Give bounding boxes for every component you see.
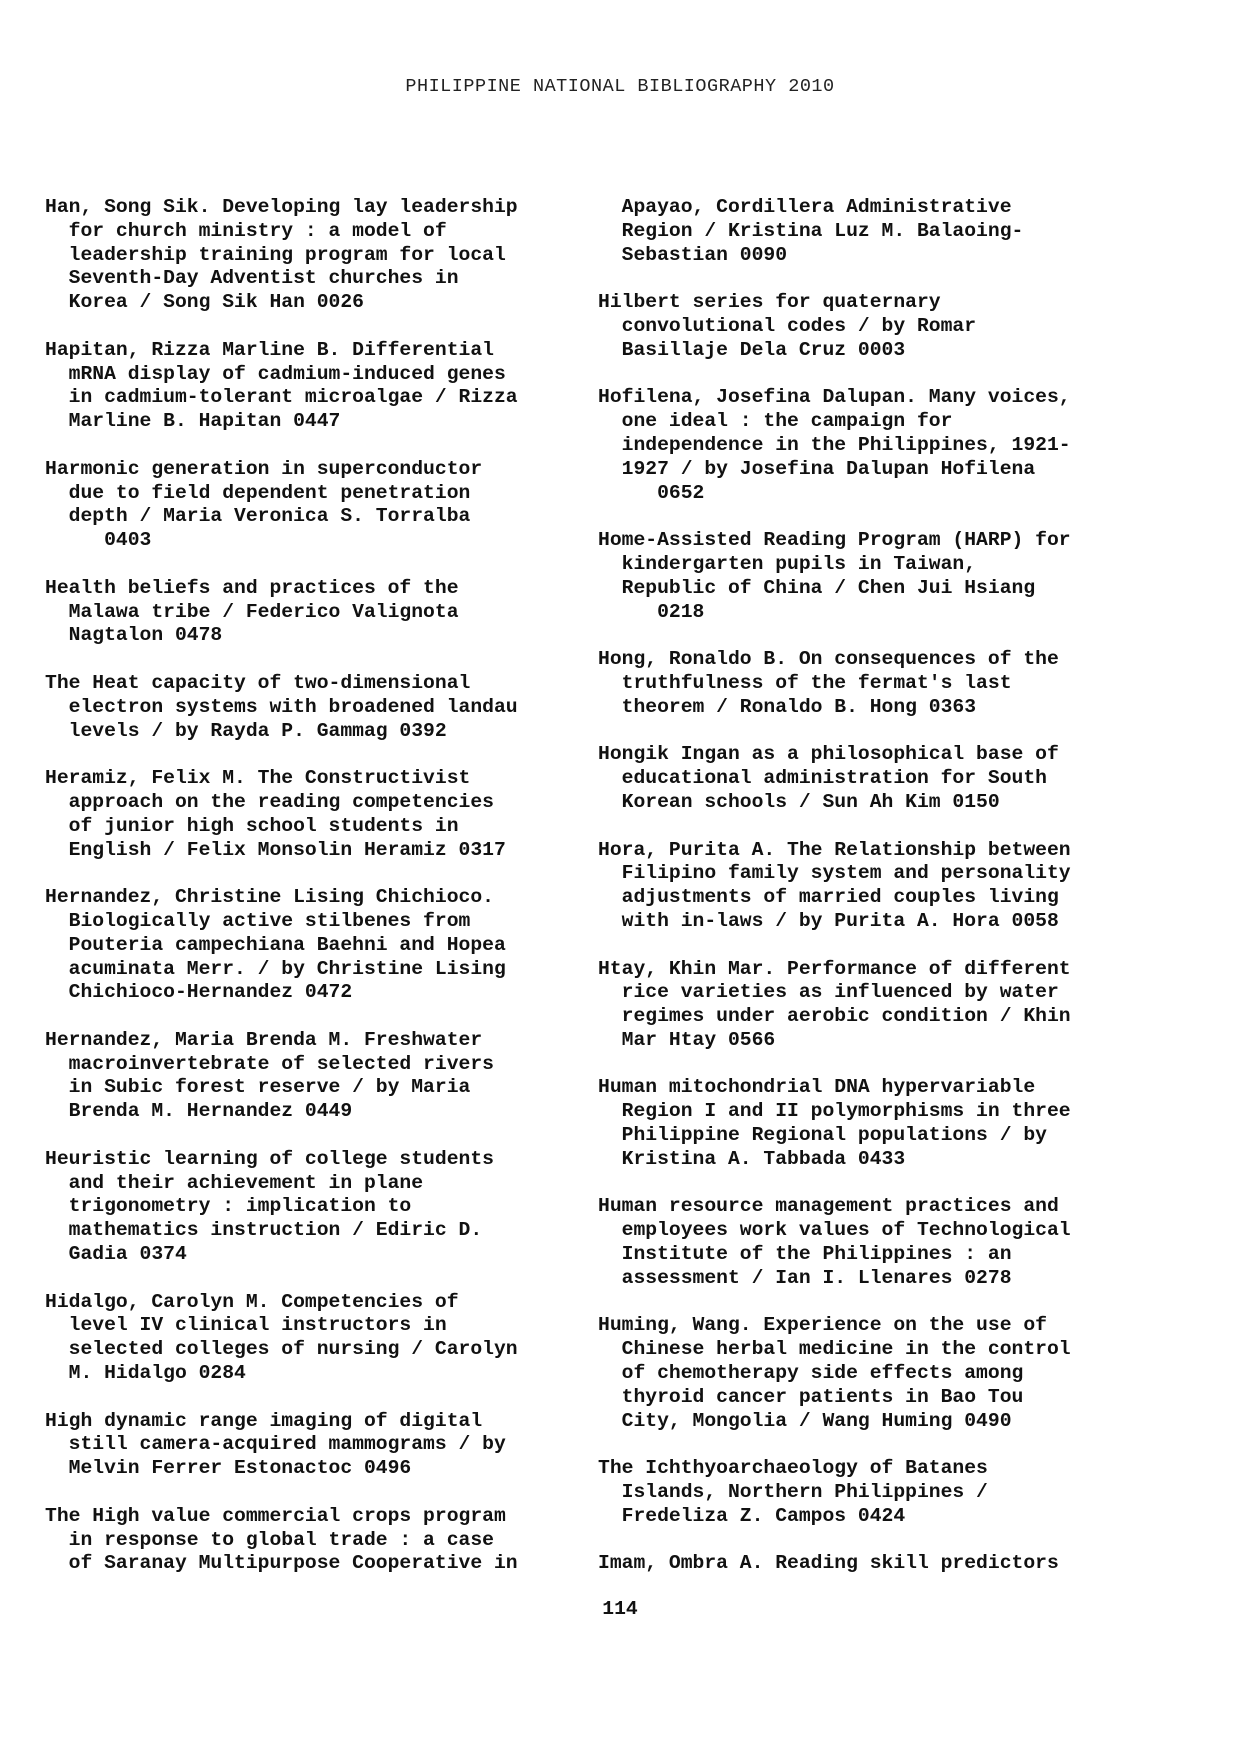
entry-line: Nagtalon 0478 [45,624,223,647]
entry-line: Hongik Ingan as a philosophical base of [598,743,1059,766]
bibliography-entry [598,743,1133,814]
bibliography-entry [598,1195,1133,1290]
entry-line: The High value commercial crops program [45,1504,506,1527]
entry-line: Basillaje Dela Cruz 0003 [598,338,906,361]
bibliography-entry [598,196,1133,267]
entry-line: High dynamic range imaging of digital [45,1409,483,1432]
entry-line: 1927 / by Josefina Dalupan Hofilena [598,457,1036,480]
entry-line: Gadia 0374 [45,1243,187,1266]
entry-line: English / Felix Monsolin Heramiz 0317 [45,838,506,861]
entry-line: Hofilena, Josefina Dalupan. Many voices, [598,386,1071,409]
entry-line: adjustments of married couples living [598,886,1059,909]
entry-line: 0218 [598,600,705,623]
entry-line: still camera-acquired mammograms / by [45,1433,506,1456]
bibliography-entry [598,648,1133,719]
entry-line: The Ichthyoarchaeology of Batanes [598,1457,988,1480]
bibliography-entry [598,1552,1133,1576]
entry-line: assessment / Ian I. Llenares 0278 [598,1266,1012,1289]
entry-line: employees work values of Technological [598,1219,1071,1242]
entry-line: Chichioco-Hernandez 0472 [45,981,353,1004]
entry-line: for church ministry : a model of [45,219,447,242]
entry-line: Pouteria campechiana Baehni and Hopea [45,933,506,956]
entry-line: Islands, Northern Philippines / [598,1481,988,1504]
bibliography-entry [45,1291,580,1386]
entry-line: Biologically active stilbenes from [45,909,471,932]
entry-line: Brenda M. Hernandez 0449 [45,1100,353,1123]
entry-line: Human resource management practices and [598,1195,1059,1218]
entry-line: Imam, Ombra A. Reading skill predictors [598,1552,1059,1575]
entry-line: Korean schools / Sun Ah Kim 0150 [598,790,1000,813]
entry-line: Hernandez, Christine Lising Chichioco. [45,886,494,909]
entry-line: Hernandez, Maria Brenda M. Freshwater [45,1028,483,1051]
entry-line: with in-laws / by Purita A. Hora 0058 [598,909,1059,932]
entry-line: macroinvertebrate of selected rivers [45,1052,494,1075]
entry-line: Region I and II polymorphisms in three [598,1100,1071,1123]
entry-line: leadership training program for local [45,243,506,266]
bibliography-column-left [45,196,580,1576]
bibliography-column-right [598,196,1133,1576]
entry-line: 0652 [598,481,705,504]
entry-line: Home-Assisted Reading Program (HARP) for [598,529,1071,552]
entry-line: 0403 [45,529,152,552]
entry-line: trigonometry : implication to [45,1195,412,1218]
entry-line: theorem / Ronaldo B. Hong 0363 [598,695,977,718]
entry-line: Chinese herbal medicine in the control [598,1338,1071,1361]
entry-line: level IV clinical instructors in [45,1314,447,1337]
entry-line: thyroid cancer patients in Bao Tou [598,1385,1024,1408]
bibliography-entry [598,1457,1133,1528]
bibliography-entry [45,1148,580,1267]
entry-line: Hora, Purita A. The Relationship between [598,838,1071,861]
entry-line: mathematics instruction / Ediric D. [45,1219,483,1242]
bibliography-entry [598,958,1133,1053]
entry-line: Malawa tribe / Federico Valignota [45,600,459,623]
entry-line: Heramiz, Felix M. The Constructivist [45,767,471,790]
bibliography-entry [45,1029,580,1124]
entry-line: mRNA display of cadmium-induced genes [45,362,506,385]
bibliography-entry [45,339,580,434]
entry-line: Han, Song Sik. Developing lay leadership [45,196,518,218]
entry-line: rice varieties as influenced by water [598,981,1059,1004]
bibliography-entry [45,1410,580,1481]
entry-line: one ideal : the campaign for [598,410,953,433]
entry-line: of junior high school students in [45,814,459,837]
entry-line: in Subic forest reserve / by Maria [45,1076,471,1099]
bibliography-entry [598,839,1133,934]
entry-line: selected colleges of nursing / Carolyn [45,1338,518,1361]
entry-line: truthfulness of the fermat's last [598,671,1012,694]
entry-line: Heuristic learning of college students [45,1147,494,1170]
entry-line: due to field dependent penetration [45,481,471,504]
entry-line: Institute of the Philippines : an [598,1243,1012,1266]
bibliography-entry [598,291,1133,362]
entry-line: Sebastian 0090 [598,243,788,266]
entry-line: Harmonic generation in superconductor [45,457,483,480]
entry-line: Region / Kristina Luz M. Balaoing- [598,219,1024,242]
bibliography-entry [598,529,1133,624]
running-head: PHILIPPINE NATIONAL BIBLIOGRAPHY 2010 [405,76,835,97]
entry-line: Htay, Khin Mar. Performance of different [598,957,1071,980]
entry-line: independence in the Philippines, 1921- [598,433,1071,456]
entry-line: electron systems with broadened landau [45,695,518,718]
entry-line: Republic of China / Chen Jui Hsiang [598,576,1036,599]
entry-line: depth / Maria Veronica S. Torralba [45,505,471,528]
entry-line: approach on the reading competencies [45,790,494,813]
entry-line: Hapitan, Rizza Marline B. Differential [45,338,494,361]
bibliography-entry [45,458,580,553]
entry-line: Hidalgo, Carolyn M. Competencies of [45,1290,459,1313]
entry-line: Kristina A. Tabbada 0433 [598,1147,906,1170]
bibliography-entry [45,196,580,315]
bibliography-entry [45,1505,580,1576]
entry-line: Hong, Ronaldo B. On consequences of the [598,648,1059,671]
entry-line: Korea / Song Sik Han 0026 [45,291,364,314]
entry-line: Fredeliza Z. Campos 0424 [598,1504,906,1527]
entry-line: The Heat capacity of two-dimensional [45,671,471,694]
entry-line: educational administration for South [598,767,1047,790]
entry-line: convolutional codes / by Romar [598,314,977,337]
entry-line: Health beliefs and practices of the [45,576,459,599]
bibliography-entry [45,767,580,862]
entry-line: Hilbert series for quaternary [598,291,941,314]
entry-line: Mar Htay 0566 [598,1028,776,1051]
entry-line: in cadmium-tolerant microalgae / Rizza [45,386,518,409]
entry-line: regimes under aerobic condition / Khin [598,1005,1071,1028]
entry-line: of chemotherapy side effects among [598,1362,1024,1385]
page-number: 114 [602,1598,638,1620]
bibliography-entry [598,1076,1133,1171]
bibliography-entry [598,386,1133,505]
entry-line: kindergarten pupils in Taiwan, [598,552,977,575]
bibliography-entry [45,577,580,648]
entry-line: City, Mongolia / Wang Huming 0490 [598,1409,1012,1432]
entry-line: Seventh-Day Adventist churches in [45,267,459,290]
bibliography-entry [45,886,580,1005]
entry-line: acuminata Merr. / by Christine Lising [45,957,506,980]
entry-line: of Saranay Multipurpose Cooperative in [45,1552,518,1575]
entry-line: and their achievement in plane [45,1171,424,1194]
entry-line: levels / by Rayda P. Gammag 0392 [45,719,447,742]
entry-line: Melvin Ferrer Estonactoc 0496 [45,1457,412,1480]
entry-line: Marline B. Hapitan 0447 [45,410,341,433]
entry-line: M. Hidalgo 0284 [45,1362,246,1385]
entry-line: Huming, Wang. Experience on the use of [598,1314,1047,1337]
bibliography-entry [45,672,580,743]
entry-line: Apayao, Cordillera Administrative [598,196,1012,218]
bibliography-entry [598,1314,1133,1433]
entry-line: Philippine Regional populations / by [598,1124,1047,1147]
entry-line: in response to global trade : a case [45,1528,494,1551]
entry-line: Human mitochondrial DNA hypervariable [598,1076,1036,1099]
entry-line: Filipino family system and personality [598,862,1071,885]
